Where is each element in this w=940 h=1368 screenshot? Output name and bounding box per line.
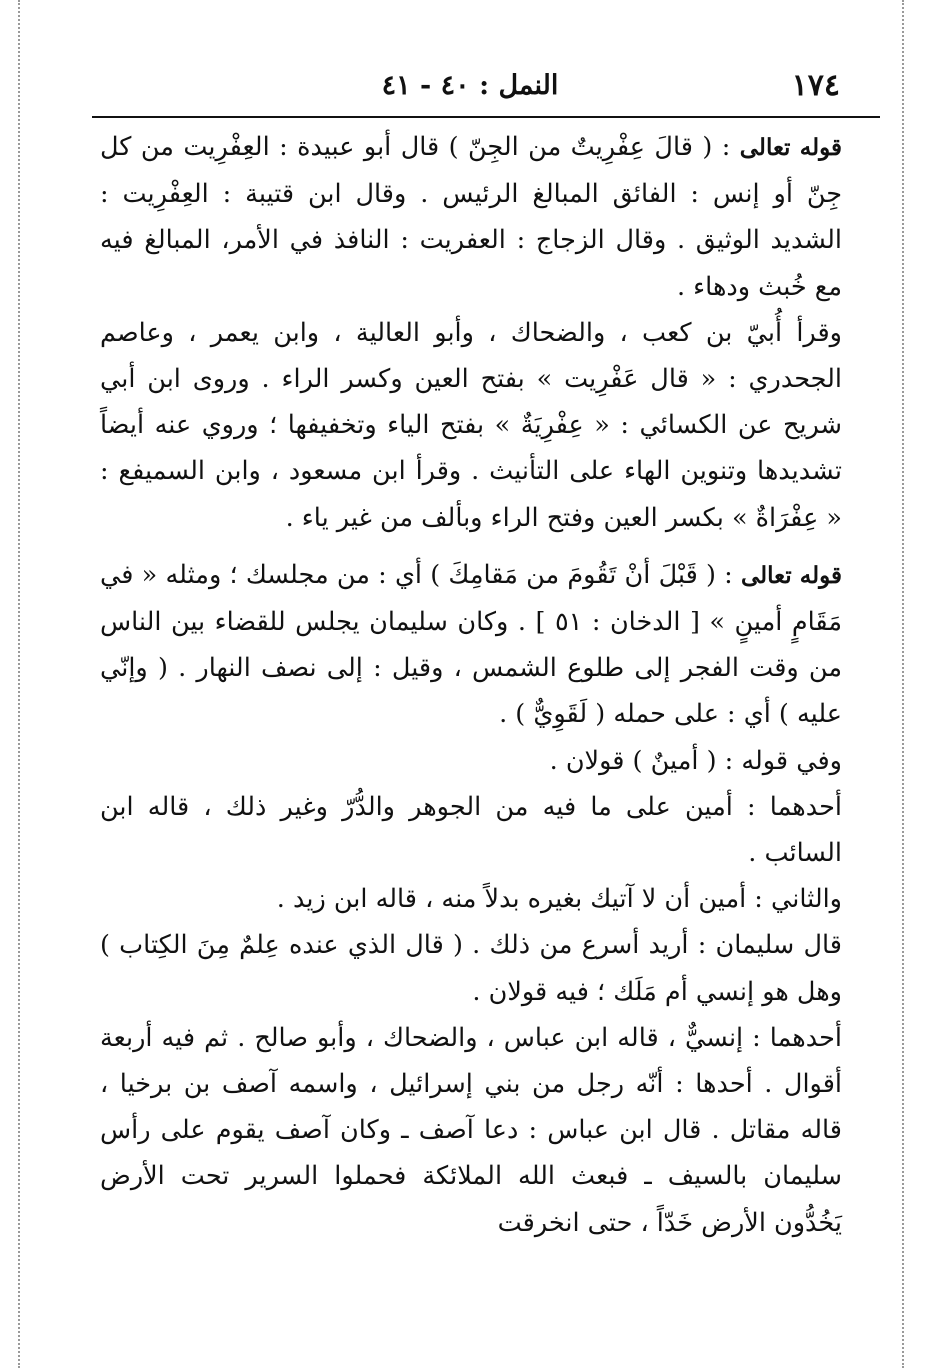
- page-number: ١٧٤: [791, 68, 840, 103]
- paragraph-readings: [100, 310, 842, 541]
- paragraph-text: وقرأ أُبيّ بن كعب ، والضحاك ، وأبو العالية ، وابن يعمر ، وعاصم الجحدري : « قال عَفْرِيت » بفتح العين وكسر الراء . وروى ابن أبي شريح عن الكسائي : « عِفْرِيَةٌ » بفتح الياء وتخفيفها ؛ وروي عنه أيضاً تشديدها وتنوين الهاء على التأنيث . وقرأ ابن مسعود ، وابن السميفع : « عِفْرَاةٌ » بكسر العين وفتح الراء وبألف من غير ياء .: [100, 317, 842, 533]
- paragraph-first-opinion: [100, 784, 842, 876]
- paragraph-amin: [100, 738, 842, 784]
- paragraph-maqam: [100, 552, 842, 738]
- paragraph-text: وفي قوله : ( أمينٌ ) قولان .: [549, 745, 842, 776]
- paragraph-asaf: [100, 1015, 842, 1246]
- body-text: [100, 124, 842, 1246]
- paragraph-lead: قوله تعالى: [740, 561, 843, 589]
- paragraph-second-opinion: [100, 876, 842, 922]
- paragraph-ifrit: [100, 124, 842, 310]
- scan-fold-line-right: [902, 0, 904, 1368]
- page-header: [100, 62, 840, 112]
- scan-fold-line-left: [18, 0, 20, 1368]
- header-rule: [92, 116, 880, 118]
- paragraph-text: أحدهما : أمين على ما فيه من الجوهر والدُّرّ وغير ذلك ، قاله ابن السائب .: [100, 791, 842, 869]
- paragraph-sulayman: [100, 922, 842, 1014]
- paragraph-text: أحدهما : إنسيٌّ ، قاله ابن عباس ، والضحاك ، وأبو صالح . ثم فيه أربعة أقوال . أحدها : أنّه رجل من بني إسرائيل ، واسمه آصف بن برخيا ، قاله مقاتل . قال ابن عباس : دعا آصف ـ وكان آصف يقوم على رأس سليمان بالسيف ـ فبعث الله الملائكة فحملوا السرير تحت الأرض يَخُدُّون الأرض خَدّاً ، حتى انخرقت: [100, 1022, 842, 1238]
- paragraph-text: والثاني : أمين أن لا آتيك بغيره بدلاً منه ، قاله ابن زيد .: [276, 884, 842, 915]
- paragraph-lead: قوله تعالى: [739, 134, 843, 161]
- paragraph-text: قال سليمان : أريد أسرع من ذلك . ( قال الذي عنده عِلمٌ مِنَ الكِتاب ) وهل هو إنسي أم مَلَك ؛ فيه قولان .: [100, 930, 843, 1007]
- paragraph-text: : ( قَبْلَ أنْ تَقُومَ من مَقامِكَ ) أي : من مجلسك ؛ ومثله « في مَقَامٍ أمينٍ » [ الدخان : ٥١ ] . وكان سليمان يجلس للقضاء بين الناس من وقت الفجر إلى طلوع الشمس ، وقيل : إلى نصف النهار . ( وإنّي عليه ) أي : على حمله ( لَقَوِيٌّ ) .: [100, 559, 842, 730]
- paragraph-text: : ( قالَ عِفْرِيتٌ من الجِنّ ) قال أبو عبيدة : العِفْرِيت من كل جِنّ أو إنس : الفائق المبالغ الرئيس . وقال ابن قتيبة : العِفْرِيت : الشديد الوثيق . وقال الزجاج : العفريت : النافذ في الأمر، المبالغ فيه مع خُبث ودهاء .: [100, 132, 842, 302]
- running-title: النمل : ٤٠ - ٤١: [381, 70, 559, 101]
